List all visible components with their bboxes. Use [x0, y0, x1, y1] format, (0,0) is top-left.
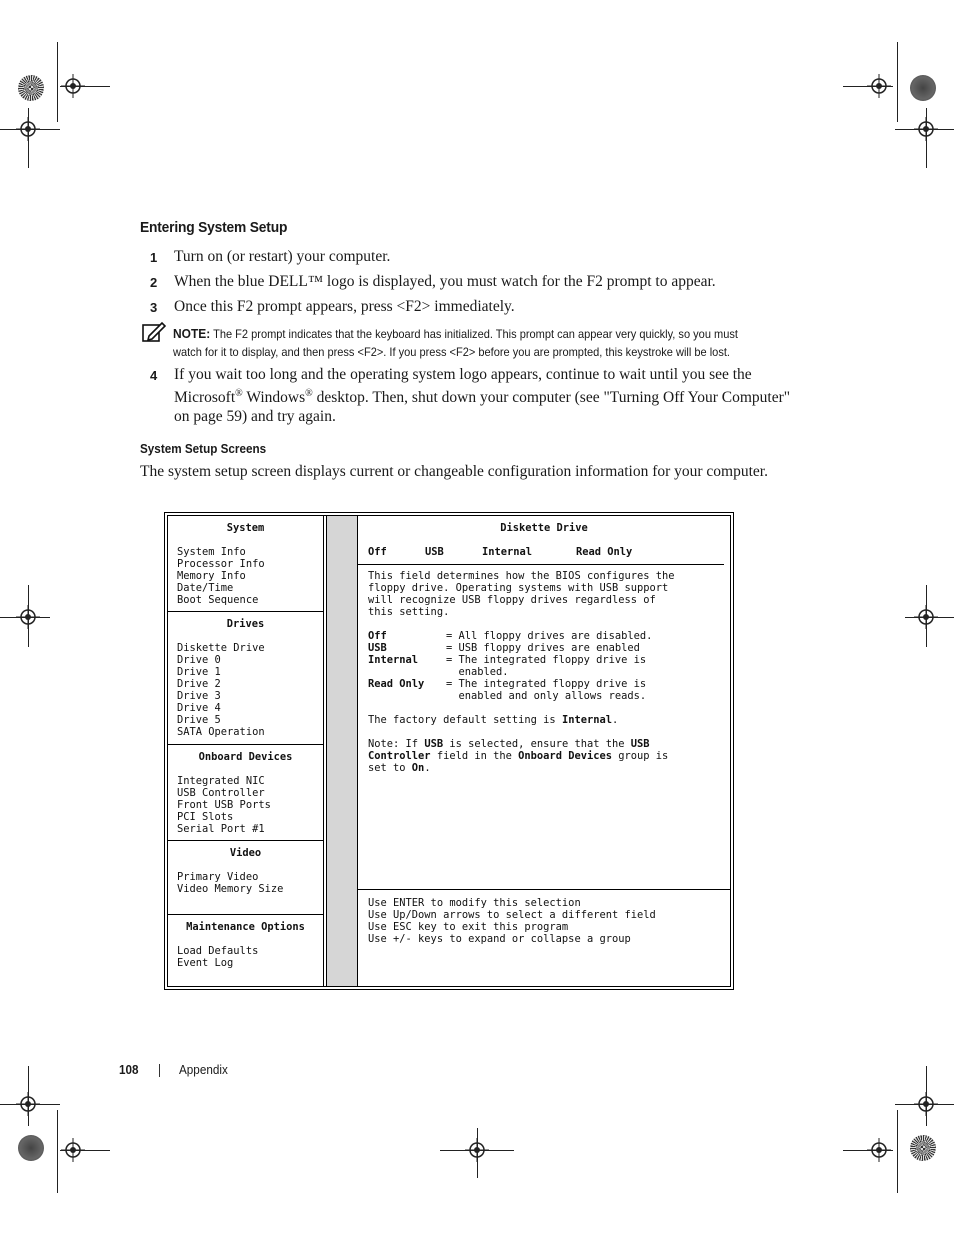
- menu-item[interactable]: Processor Info: [177, 558, 265, 570]
- footer-divider: [159, 1064, 160, 1077]
- registered-mark: ®: [305, 388, 313, 399]
- step-4-windows: Windows: [242, 389, 306, 407]
- desc-line: this setting.: [368, 606, 450, 618]
- menu-item[interactable]: SATA Operation: [177, 726, 265, 738]
- step-text: Once this F2 prompt appears, press <F2> immediately.: [174, 298, 515, 315]
- def-term: Read Only: [368, 678, 425, 690]
- section-heading: Entering System Setup: [140, 219, 288, 236]
- menu-item[interactable]: System Info: [177, 546, 246, 558]
- menu-item[interactable]: Date/Time: [177, 582, 234, 594]
- menu-item[interactable]: Video Memory Size: [177, 883, 284, 895]
- step-number: 1: [150, 250, 158, 265]
- scrollbar[interactable]: [326, 516, 358, 986]
- def-text: = The integrated floppy drive is: [446, 678, 647, 690]
- menu-item[interactable]: Load Defaults: [177, 945, 259, 957]
- help-line: Use +/- keys to expand or collapse a group: [368, 933, 631, 945]
- menu-item[interactable]: Diskette Drive: [177, 642, 265, 654]
- step-number: 4: [150, 368, 158, 383]
- menu-group-title: Drives: [226, 618, 265, 630]
- step-text: When the blue DELL™ logo is displayed, you must watch for the F2 prompt to appear.: [174, 273, 716, 290]
- menu-item[interactable]: Drive 4: [177, 702, 221, 714]
- def-text: = USB floppy drives are enabled: [446, 642, 640, 654]
- menu-group-title: System: [226, 522, 265, 534]
- menu-item[interactable]: Front USB Ports: [177, 799, 271, 811]
- default-setting: The factory default setting is Internal.: [368, 714, 619, 726]
- step-4-line-3: on page 59) and try again.: [174, 408, 336, 426]
- menu-group-title: Onboard Devices: [198, 751, 293, 763]
- def-term: Internal: [368, 654, 419, 666]
- note-label: NOTE:: [173, 326, 211, 341]
- subsection-heading: System Setup Screens: [140, 441, 267, 456]
- option-usb[interactable]: USB: [425, 546, 444, 558]
- usb-note-line-1: Note: If USB is selected, ensure that the USB: [368, 738, 650, 750]
- menu-item[interactable]: Boot Sequence: [177, 594, 259, 606]
- option-internal[interactable]: Internal: [482, 546, 533, 558]
- registered-mark: ®: [235, 388, 243, 399]
- note-line-1: The F2 prompt indicates that the keyboard has initialized. This prompt can appear very quickly, so you must: [210, 327, 738, 341]
- menu-item[interactable]: Event Log: [177, 957, 234, 969]
- intro-paragraph: The system setup screen displays current or changeable configuration information for your computer.: [140, 463, 768, 480]
- menu-item[interactable]: USB Controller: [177, 787, 265, 799]
- menu-item[interactable]: Serial Port #1: [177, 823, 265, 835]
- note-pencil-icon: [142, 321, 166, 343]
- step-text: Turn on (or restart) your computer.: [174, 248, 391, 265]
- step-4-line-2-rest: desktop. Then, shut down your computer (see "Turning Off Your Computer": [312, 389, 791, 407]
- step-number: 3: [150, 300, 158, 315]
- menu-group-video: [168, 841, 323, 915]
- menu-item[interactable]: Drive 0: [177, 654, 221, 666]
- help-line: Use ENTER to modify this selection: [368, 897, 581, 909]
- menu-group-onboard-devices: [168, 745, 323, 841]
- menu-group-system: [168, 516, 323, 612]
- menu-group-title: Video: [229, 847, 262, 859]
- menu-item[interactable]: Memory Info: [177, 570, 246, 582]
- def-text: = All floppy drives are disabled.: [446, 630, 653, 642]
- def-text: enabled and only allows reads.: [446, 690, 647, 702]
- menu-item[interactable]: Primary Video: [177, 871, 259, 883]
- menu-item[interactable]: Drive 5: [177, 714, 221, 726]
- footer-section: Appendix: [179, 1062, 228, 1077]
- desc-line: floppy drive. Operating systems with USB support: [368, 582, 669, 594]
- step-4-microsoft: Microsoft: [174, 389, 236, 407]
- menu-item[interactable]: Drive 2: [177, 678, 221, 690]
- field-title: Diskette Drive: [500, 522, 588, 534]
- step-number: 2: [150, 275, 158, 290]
- bios-setup-screen: [164, 512, 734, 990]
- step-4-line-1: If you wait too long and the operating system logo appears, continue to wait until you see the: [174, 366, 752, 383]
- menu-group-drives: [168, 612, 323, 745]
- note-line-2: watch for it to display, and then press <F2>. If you press <F2> before you are prompted, this keystroke will be lost.: [173, 344, 730, 359]
- desc-line: This field determines how the BIOS configures the: [368, 570, 675, 582]
- def-term: USB: [368, 642, 387, 654]
- menu-group-title: Maintenance Options: [186, 921, 305, 933]
- usb-note-line-3: set to On.: [368, 762, 431, 774]
- note-block: [173, 325, 771, 361]
- def-text: = The integrated floppy drive is: [446, 654, 647, 666]
- usb-note-line-2: Controller field in the Onboard Devices group is: [368, 750, 669, 762]
- def-text: enabled.: [446, 666, 509, 678]
- desc-line: will recognize USB floppy drives regardless of: [368, 594, 656, 606]
- option-off[interactable]: Off: [368, 546, 387, 558]
- option-read-only[interactable]: Read Only: [576, 546, 633, 558]
- def-term: Off: [368, 630, 387, 642]
- field-detail-panel: [358, 516, 730, 986]
- menu-item[interactable]: Drive 3: [177, 690, 221, 702]
- help-line: Use ESC key to exit this program: [368, 921, 569, 933]
- page-number: 108: [119, 1062, 139, 1077]
- help-line: Use Up/Down arrows to select a different field: [368, 909, 656, 921]
- menu-group-maintenance: [168, 915, 323, 985]
- menu-item[interactable]: PCI Slots: [177, 811, 234, 823]
- menu-item[interactable]: Drive 1: [177, 666, 221, 678]
- menu-item[interactable]: Integrated NIC: [177, 775, 265, 787]
